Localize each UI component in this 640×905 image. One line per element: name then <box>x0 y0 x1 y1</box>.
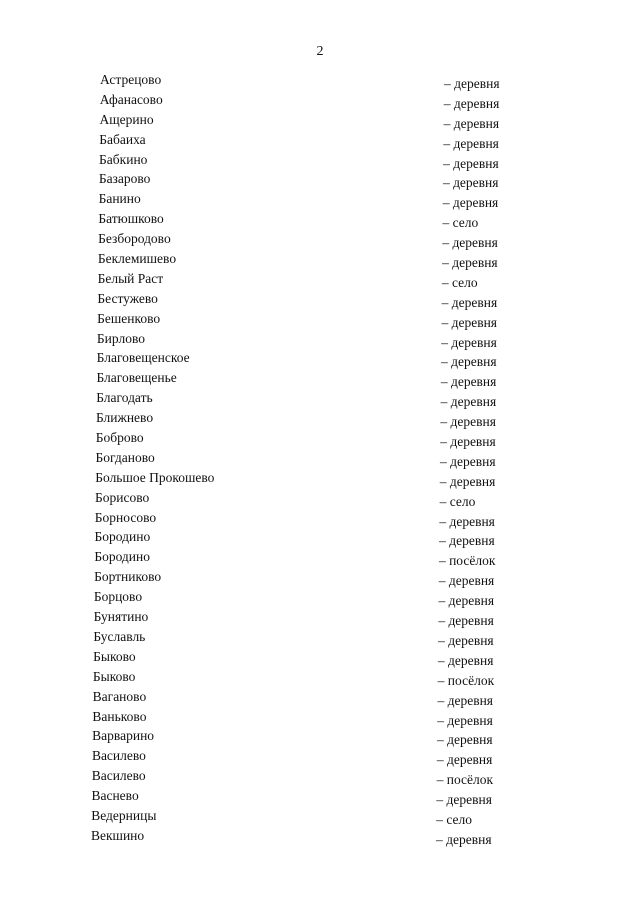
settlement-name: Богданово <box>95 449 155 465</box>
list-item <box>0 152 640 172</box>
settlement-type: – село <box>442 215 479 231</box>
settlement-type: – деревня <box>443 155 499 171</box>
settlement-name: Ваньково <box>92 708 147 724</box>
settlement-type: – деревня <box>438 632 494 648</box>
settlement-name: Благодать <box>96 390 153 406</box>
settlement-type: – деревня <box>438 613 494 629</box>
settlement-type: – деревня <box>439 533 495 549</box>
list-item <box>0 132 640 152</box>
list-item <box>0 689 640 709</box>
list-item <box>0 748 640 768</box>
list-item <box>0 92 640 112</box>
list-item <box>0 629 640 649</box>
settlement-name: Бирлово <box>96 330 145 346</box>
settlement-name: Бортниково <box>94 569 162 585</box>
settlement-type: – посёлок <box>438 553 496 569</box>
settlement-name: Векшино <box>91 827 145 843</box>
settlement-type: – деревня <box>436 831 492 847</box>
settlement-type: – деревня <box>436 792 492 808</box>
settlement-type: – деревня <box>437 732 493 748</box>
page-number: 2 <box>316 44 324 59</box>
list-item <box>0 291 640 311</box>
settlement-type: – деревня <box>440 374 497 390</box>
settlement-name: Беклемишево <box>97 251 177 267</box>
settlement-name: Безбородово <box>98 231 171 247</box>
settlement-type: – деревня <box>440 394 497 410</box>
list-item <box>0 271 640 291</box>
settlement-type: – деревня <box>440 414 496 430</box>
settlement-type: – деревня <box>439 513 495 529</box>
settlement-type: – посёлок <box>436 772 494 788</box>
settlement-name: Василево <box>91 768 146 784</box>
settlement-name: Большое Прокошево <box>95 469 215 485</box>
list-item <box>0 211 640 231</box>
settlement-name: Быково <box>93 648 136 664</box>
list-item <box>0 728 640 748</box>
settlement-name: Буславль <box>93 628 146 644</box>
settlement-name: Борносово <box>94 509 157 525</box>
settlement-name: Бестужево <box>97 290 158 306</box>
settlement-list <box>0 72 640 848</box>
settlement-type: – деревня <box>443 95 500 111</box>
settlement-name: Бородино <box>94 549 150 565</box>
list-item <box>0 649 640 669</box>
list-item <box>0 589 640 609</box>
settlement-name: Васнево <box>91 788 139 804</box>
list-item <box>0 390 640 410</box>
settlement-type: – деревня <box>442 195 499 211</box>
settlement-name: Василево <box>91 748 146 764</box>
settlement-name: Бунятино <box>93 609 149 625</box>
settlement-name: Ближнево <box>95 410 154 426</box>
list-item <box>0 510 640 530</box>
settlement-type: – деревня <box>441 354 497 370</box>
settlement-name: Афанасово <box>99 91 163 107</box>
settlement-name: Борцово <box>93 589 143 605</box>
settlement-name: Борисово <box>95 489 150 505</box>
list-item <box>0 191 640 211</box>
list-item <box>0 609 640 629</box>
settlement-name: Белый Раст <box>97 270 164 286</box>
settlement-type: – деревня <box>438 573 495 589</box>
list-item <box>0 788 640 808</box>
settlement-type: – деревня <box>444 76 500 91</box>
settlement-type: – деревня <box>439 473 496 489</box>
settlement-name: Бородино <box>94 529 151 545</box>
settlement-type: – деревня <box>441 294 498 310</box>
settlement-type: – деревня <box>437 712 493 728</box>
settlement-type: – деревня <box>442 255 498 271</box>
settlement-name: Бабаиха <box>99 131 146 147</box>
list-item <box>0 549 640 569</box>
list-item <box>0 430 640 450</box>
list-item <box>0 251 640 271</box>
settlement-type: – село <box>441 274 478 290</box>
list-item <box>0 470 640 490</box>
settlement-name: Базарово <box>98 171 151 187</box>
settlement-name: Ваганово <box>92 688 147 704</box>
settlement-type: – деревня <box>438 593 495 609</box>
list-item <box>0 171 640 191</box>
list-item <box>0 828 640 848</box>
list-item <box>0 669 640 689</box>
settlement-name: Банино <box>98 191 141 207</box>
settlement-type: – деревня <box>442 175 499 191</box>
settlement-type: – деревня <box>441 314 498 330</box>
settlement-name: Бешенково <box>97 310 161 326</box>
list-item <box>0 331 640 351</box>
list-item <box>0 72 640 92</box>
list-item <box>0 490 640 510</box>
settlement-type: – деревня <box>440 453 496 469</box>
settlement-name: Боброво <box>95 430 144 446</box>
settlement-name: Ведерницы <box>91 807 157 823</box>
settlement-type: – село <box>436 811 472 827</box>
settlement-type: – деревня <box>440 434 496 450</box>
settlement-name: Быково <box>92 668 136 684</box>
list-item <box>0 768 640 788</box>
list-item <box>0 370 640 390</box>
settlement-type: – деревня <box>443 115 500 131</box>
settlement-type: – деревня <box>443 135 499 151</box>
settlement-type: – деревня <box>437 692 494 708</box>
list-item <box>0 529 640 549</box>
settlement-name: Бабкино <box>99 151 148 167</box>
settlement-type: – деревня <box>436 752 493 768</box>
list-item <box>0 231 640 251</box>
settlement-type: – деревня <box>441 334 497 350</box>
list-item <box>0 350 640 370</box>
list-item <box>0 569 640 589</box>
list-item <box>0 808 640 828</box>
settlement-name: Астрецово <box>100 72 162 87</box>
list-item <box>0 410 640 430</box>
list-item <box>0 709 640 729</box>
settlement-name: Благовещенье <box>96 370 177 386</box>
settlement-type: – село <box>439 493 476 509</box>
list-item <box>0 311 640 331</box>
settlement-name: Ащерино <box>99 111 154 127</box>
list-item <box>0 450 640 470</box>
settlement-type: – деревня <box>437 652 494 668</box>
settlement-type: – посёлок <box>437 672 495 688</box>
settlement-name: Благовещенское <box>96 350 190 366</box>
settlement-type: – деревня <box>442 235 498 251</box>
settlement-name: Батюшково <box>98 211 164 227</box>
list-item <box>0 112 640 132</box>
settlement-name: Варварино <box>92 728 155 744</box>
